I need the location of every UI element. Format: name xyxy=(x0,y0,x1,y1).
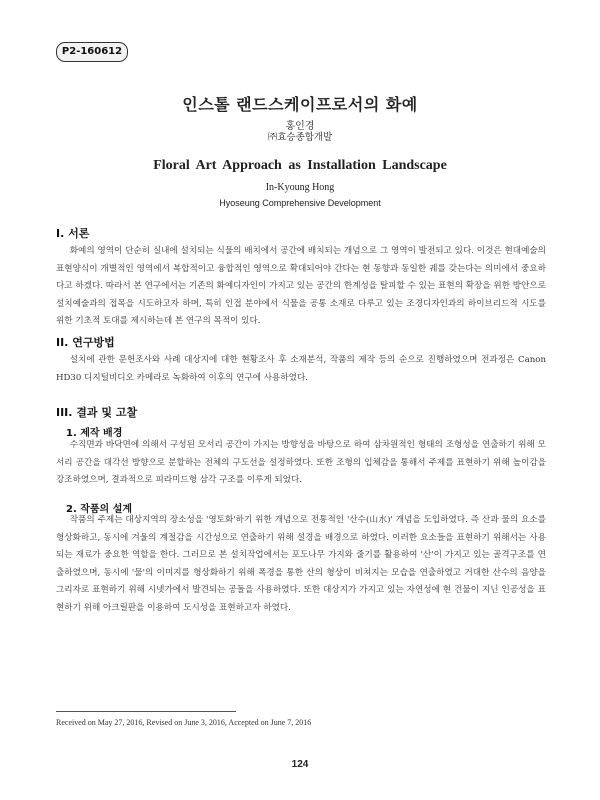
subsection-heading-background: 1. 제작 배경 xyxy=(66,428,123,439)
subsection-design-paragraph: 작품의 주제는 대상지역의 장소성을 '영토화'하기 위한 개념으로 전통적인 '산수(山水)' 개념을 도입하였다. 즉 산과 물의 요소를 형상화하고, 동시에 겨울의 계절감을 시간성으로 연출하기 위해 설경을 배경으로 하였다. 이러한 요소들을 표현하기 위해서는 사용되는 재료가 중요한 역할을 한다. 그러므로 본 설치작업에서는 포도나무 가지와 줄기를 활용하여 '산'이 가지고 있는 골격구조를 연출하였으며, 동시에 '물'의 이미지를 형상화하기 위해 폭경을 통한 산의 형상이 비쳐지는 모습을 연출하였고 거대한 산수의 음양을 그리자로 표현하기 위해 시넷가에서 발견되는 공돌을 사용하였다. 또한 대상지가 가지고 있는 자연성에 현 건물이 지닌 인공성을 표현하기 위해 아크릴판을 이용하여 도시성을 표현하고자 하였다. xyxy=(56,515,546,613)
section-heading-methods: II. 연구방법 xyxy=(56,336,115,349)
paper-id-badge: P2-160612 xyxy=(56,42,128,62)
footnote-divider xyxy=(56,711,236,712)
page-number: 124 xyxy=(291,759,309,770)
title-english: Floral Art Approach as Installation Landscape xyxy=(153,158,447,173)
section-heading-introduction: I. 서론 xyxy=(56,227,90,240)
section-heading-results: III. 결과 및 고찰 xyxy=(56,406,138,419)
subsection-background-paragraph: 수직면과 바닥면에 의해서 구성된 모서리 공간이 가지는 방향성을 바탕으로 하여 삼차원적인 형태의 조형성을 연출하기 위해 모서리 공간을 대각선 방향으로 분할하는 전체의 구도선을 설정하였다. 또한 조형의 입체감을 통해서 주제를 표현하기 위해 높이감을 강조하였으며, 결과적으로 피라미드형 삼각 구조를 이루게 되었다. xyxy=(56,440,546,485)
footnote-received-dates: Received on May 27, 2016, Revised on June 3, 2016, Accepted on June 7, 2016 xyxy=(56,718,312,727)
author-korean: 홍인경 xyxy=(285,121,315,132)
section-methods-paragraph: 설치에 관한 문헌조사와 사례 대상지에 대한 현황조사 후 소재분석, 작품의 제작 등의 순으로 진행하였으며 전과정은 Canon HD30 디지털비디오 카메라로 녹화하여 이후의 연구에 사용하였다. xyxy=(56,355,546,383)
title-korean: 인스톨 랜드스케이프로서의 화예 xyxy=(182,95,418,114)
affiliation-korean: ㈜효승종합개발 xyxy=(267,132,333,143)
section-introduction-paragraph: 화예의 영역이 단순히 실내에 설치되는 식물의 배치에서 공간에 배치되는 개념으로 그 영역이 발전되고 있다. 이것은 현대예술의 표현양식이 개별적인 영역에서 복합적이고 융합적인 영역으로 확대되어야 간다는 현 동향과 동일한 궤를 갖는다는 의미에서 중요하다고 하겠다. 따라서 본 연구에서는 기존의 화예디자인이 가지고 있는 공간의 한계성을 탈피할 수 있는 표현의 확장을 위한 방안으로 설치예술과의 접목을 시도하고자 하며, 특히 인접 분야에서 식물을 공통 소재로 다루고 있는 조경디자인과의 하이브리드적 시도를 위한 기초적 토대를 제시하는데 본 연구의 목적이 있다. xyxy=(56,246,546,326)
subsection-heading-design: 2. 작품의 설계 xyxy=(66,504,133,515)
affiliation-english: Hyoseung Comprehensive Development xyxy=(219,198,381,208)
author-english: In-Kyoung Hong xyxy=(265,182,335,193)
